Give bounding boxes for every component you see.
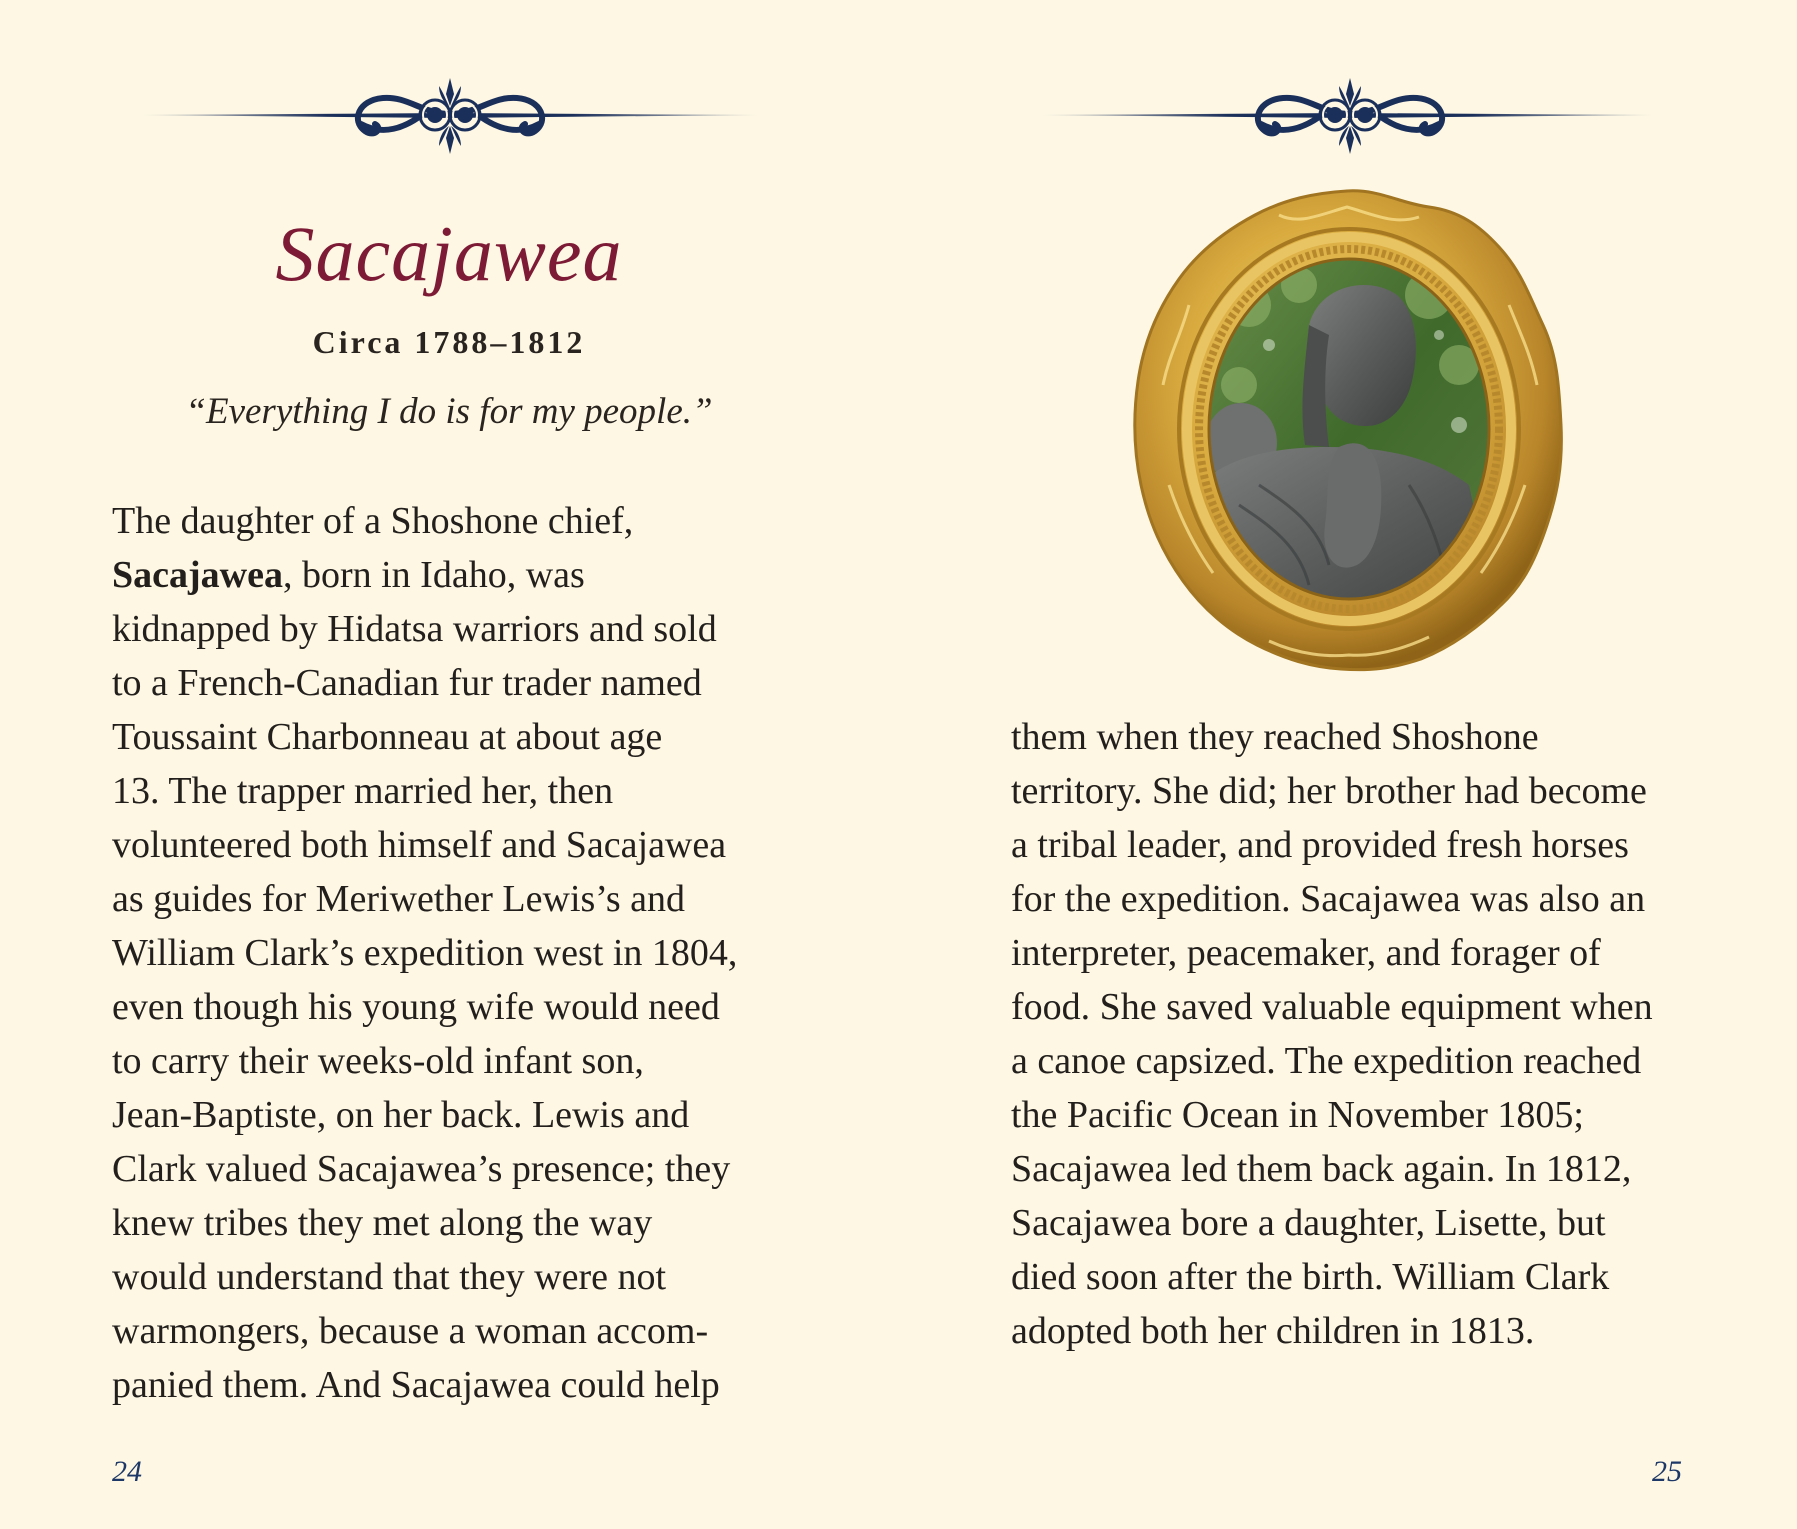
scroll-ornament-icon: [143, 76, 757, 156]
right-body-text: [1011, 710, 1653, 1358]
body-line: adopted both her children in 1813.: [1011, 1310, 1535, 1352]
body-line: 13. The trapper married her, then: [112, 770, 614, 812]
biography-quote: “Everything I do is for my people.”: [185, 391, 713, 432]
portrait-frame-icon: [1129, 185, 1565, 673]
body-line: to carry their weeks-old infant son,: [112, 1040, 644, 1082]
body-line: knew tribes they met along the way: [112, 1202, 653, 1244]
left-page: [0, 0, 898, 1529]
page-number: 25: [1652, 1455, 1682, 1488]
body-line: Toussaint Charbonneau at about age: [112, 716, 663, 758]
body-line: territory. She did; her brother had become: [1011, 770, 1647, 812]
body-line: the Pacific Ocean in November 1805;: [1011, 1094, 1584, 1136]
body-line: interpreter, peacemaker, and forager of: [1011, 932, 1601, 974]
body-line: volunteered both himself and Sacajawea: [112, 824, 727, 866]
body-line: to a French-Canadian fur trader named: [112, 662, 702, 704]
biography-title: Sacajawea: [275, 210, 623, 297]
body-line: warmongers, because a woman accom-: [112, 1310, 709, 1352]
body-line: Sacajawea led them back again. In 1812,: [1011, 1148, 1632, 1190]
scroll-ornament-icon: [1043, 76, 1657, 156]
body-line: a canoe capsized. The expedition reached: [1011, 1040, 1642, 1082]
body-line: Sacajawea bore a daughter, Lisette, but: [1011, 1202, 1606, 1244]
body-line: food. She saved valuable equipment when: [1011, 986, 1653, 1028]
body-line: kidnapped by Hidatsa warriors and sold: [112, 608, 717, 650]
lifespan-dates: Circa 1788–1812: [312, 324, 586, 360]
body-line: Sacajawea, born in Idaho, was: [112, 554, 585, 596]
body-line: them when they reached Shoshone: [1011, 716, 1539, 758]
body-line: as guides for Meriwether Lewis’s and: [112, 878, 686, 920]
right-page: [898, 0, 1797, 1529]
body-line: even though his young wife would need: [112, 986, 720, 1028]
body-line: panied them. And Sacajawea could help: [112, 1364, 720, 1406]
body-line: Jean-Baptiste, on her back. Lewis and: [112, 1094, 690, 1136]
body-line: William Clark’s expedition west in 1804,: [112, 932, 738, 974]
body-line: The daughter of a Shoshone chief,: [112, 500, 634, 542]
body-line: died soon after the birth. William Clark: [1011, 1256, 1610, 1298]
body-line: would understand that they were not: [112, 1256, 667, 1298]
body-line: Clark valued Sacajawea’s presence; they: [112, 1148, 731, 1190]
left-body-text: [112, 494, 737, 1412]
bold-name: Sacajawea: [112, 554, 283, 596]
body-line: for the expedition. Sacajawea was also an: [1011, 878, 1646, 920]
body-line: a tribal leader, and provided fresh horses: [1011, 824, 1629, 866]
page-number: 24: [112, 1455, 142, 1488]
